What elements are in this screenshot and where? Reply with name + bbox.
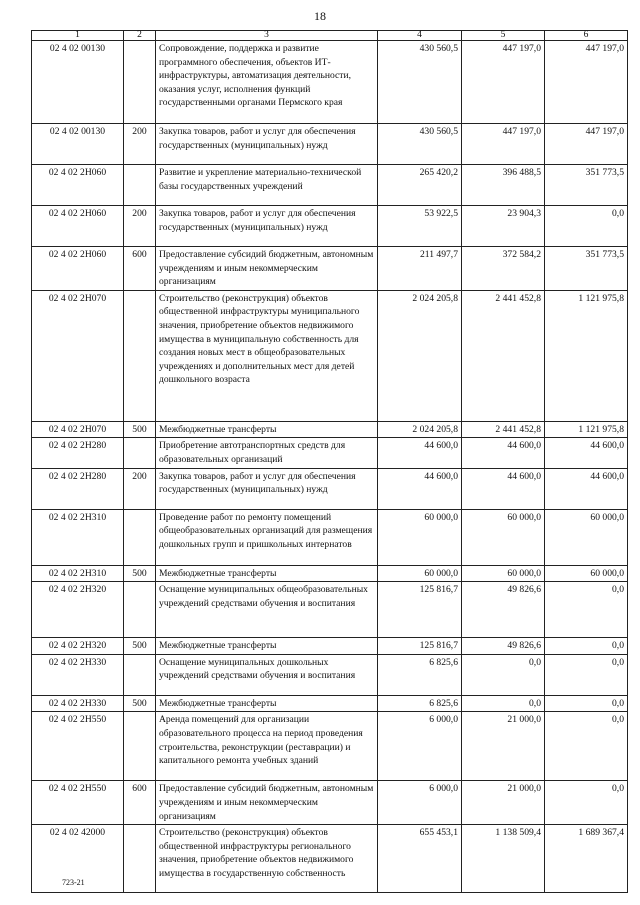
value-cell: 60 000,0 — [462, 509, 545, 565]
table-body — [32, 41, 628, 893]
table-row — [32, 695, 628, 712]
value-cell: 430 560,5 — [378, 124, 462, 165]
name-cell: Закупка товаров, работ и услуг для обеспечения государственных (муниципальных) нужд — [156, 468, 378, 509]
expense-type-cell: 500 — [124, 421, 156, 438]
table-row — [32, 421, 628, 438]
code-cell: 02 4 02 2Н320 — [32, 582, 124, 638]
table-row — [32, 206, 628, 247]
expense-type-cell — [124, 654, 156, 695]
expense-type-cell — [124, 290, 156, 421]
value-cell: 60 000,0 — [545, 509, 628, 565]
value-cell: 2 024 205,8 — [378, 290, 462, 421]
table-row — [32, 438, 628, 468]
name-cell: Межбюджетные трансферты — [156, 421, 378, 438]
table-row — [32, 825, 628, 893]
value-cell: 60 000,0 — [462, 565, 545, 582]
value-cell: 0,0 — [545, 781, 628, 825]
expense-type-cell — [124, 165, 156, 206]
value-cell: 60 000,0 — [378, 565, 462, 582]
value-cell: 211 497,7 — [378, 247, 462, 291]
value-cell: 430 560,5 — [378, 41, 462, 124]
name-cell: Развитие и укрепление материально-технической базы государственных учреждений — [156, 165, 378, 206]
value-cell: 396 488,5 — [462, 165, 545, 206]
code-cell: 02 4 02 2Н310 — [32, 509, 124, 565]
value-cell: 21 000,0 — [462, 781, 545, 825]
column-header: 5 — [462, 31, 545, 41]
code-cell: 02 4 02 2Н320 — [32, 638, 124, 655]
name-cell: Предоставление субсидий бюджетным, автономным учреждениям и иным некоммерческим организациям — [156, 247, 378, 291]
value-cell: 655 453,1 — [378, 825, 462, 893]
code-cell: 02 4 02 2Н330 — [32, 654, 124, 695]
table-row — [32, 781, 628, 825]
expense-type-cell: 500 — [124, 565, 156, 582]
value-cell: 2 441 452,8 — [462, 290, 545, 421]
value-cell: 0,0 — [545, 638, 628, 655]
code-cell: 02 4 02 2Н070 — [32, 421, 124, 438]
table-row — [32, 638, 628, 655]
name-cell: Закупка товаров, работ и услуг для обеспечения государственных (муниципальных) нужд — [156, 124, 378, 165]
value-cell: 0,0 — [545, 712, 628, 781]
value-cell: 351 773,5 — [545, 247, 628, 291]
table-row — [32, 468, 628, 509]
name-cell: Оснащение муниципальных общеобразовательных учреждений средствами обучения и воспитания — [156, 582, 378, 638]
value-cell: 49 826,6 — [462, 638, 545, 655]
expense-type-cell: 200 — [124, 206, 156, 247]
table-row — [32, 582, 628, 638]
code-cell: 02 4 02 2Н280 — [32, 468, 124, 509]
name-cell: Оснащение муниципальных дошкольных учреждений средствами обучения и воспитания — [156, 654, 378, 695]
value-cell: 6 000,0 — [378, 781, 462, 825]
value-cell: 2 441 452,8 — [462, 421, 545, 438]
value-cell: 44 600,0 — [378, 438, 462, 468]
name-cell: Межбюджетные трансферты — [156, 565, 378, 582]
table-row — [32, 41, 628, 124]
expense-type-cell — [124, 712, 156, 781]
column-header: 3 — [156, 31, 378, 41]
value-cell: 53 922,5 — [378, 206, 462, 247]
table-row — [32, 565, 628, 582]
table-row — [32, 290, 628, 421]
value-cell: 44 600,0 — [545, 438, 628, 468]
expense-type-cell: 500 — [124, 695, 156, 712]
document-code: 723-21 — [62, 878, 85, 887]
expense-type-cell: 600 — [124, 781, 156, 825]
column-header: 1 — [32, 31, 124, 41]
value-cell: 372 584,2 — [462, 247, 545, 291]
value-cell: 6 825,6 — [378, 695, 462, 712]
code-cell: 02 4 02 00130 — [32, 124, 124, 165]
value-cell: 1 138 509,4 — [462, 825, 545, 893]
value-cell: 21 000,0 — [462, 712, 545, 781]
name-cell: Межбюджетные трансферты — [156, 638, 378, 655]
expense-type-cell — [124, 41, 156, 124]
value-cell: 1 121 975,8 — [545, 290, 628, 421]
column-header: 2 — [124, 31, 156, 41]
code-cell: 02 4 02 2Н060 — [32, 247, 124, 291]
expense-type-cell — [124, 509, 156, 565]
value-cell: 23 904,3 — [462, 206, 545, 247]
code-cell: 02 4 02 2Н550 — [32, 712, 124, 781]
code-cell: 02 4 02 2Н060 — [32, 165, 124, 206]
name-cell: Строительство (реконструкция) объектов общественной инфраструктуры регионального значения, приобретение объектов недвижимого имущества в государственную собственность — [156, 825, 378, 893]
expense-type-cell: 200 — [124, 124, 156, 165]
value-cell: 1 121 975,8 — [545, 421, 628, 438]
table-row — [32, 247, 628, 291]
expense-type-cell: 600 — [124, 247, 156, 291]
value-cell: 1 689 367,4 — [545, 825, 628, 893]
code-cell: 02 4 02 2Н330 — [32, 695, 124, 712]
value-cell: 0,0 — [545, 206, 628, 247]
expense-type-cell — [124, 438, 156, 468]
name-cell: Аренда помещений для организации образовательного процесса на период проведения строительства, реконструкции (реставрации) и капитального ремонта учебных зданий — [156, 712, 378, 781]
code-cell: 02 4 02 42000 — [32, 825, 124, 893]
value-cell: 44 600,0 — [462, 438, 545, 468]
value-cell: 447 197,0 — [545, 124, 628, 165]
table-row — [32, 712, 628, 781]
expense-type-cell: 200 — [124, 468, 156, 509]
value-cell: 447 197,0 — [545, 41, 628, 124]
code-cell: 02 4 02 00130 — [32, 41, 124, 124]
value-cell: 447 197,0 — [462, 41, 545, 124]
value-cell: 0,0 — [462, 695, 545, 712]
column-number-row — [32, 31, 628, 41]
code-cell: 02 4 02 2Н070 — [32, 290, 124, 421]
name-cell: Строительство (реконструкция) объектов общественной инфраструктуры муниципального значения, приобретение объектов недвижимого имущества в муниципальную собственность для создания новых мест в общеобразовательных учреждениях и дополнительных мест для детей дошкольного возраста — [156, 290, 378, 421]
value-cell: 265 420,2 — [378, 165, 462, 206]
table-row — [32, 509, 628, 565]
expense-type-cell — [124, 582, 156, 638]
value-cell: 447 197,0 — [462, 124, 545, 165]
name-cell: Приобретение автотранспортных средств для образовательных организаций — [156, 438, 378, 468]
name-cell: Межбюджетные трансферты — [156, 695, 378, 712]
value-cell: 60 000,0 — [545, 565, 628, 582]
name-cell: Проведение работ по ремонту помещений общеобразовательных организаций для размещения дошкольных групп и пришкольных интернатов — [156, 509, 378, 565]
value-cell: 0,0 — [545, 654, 628, 695]
name-cell: Предоставление субсидий бюджетным, автономным учреждениям и иным некоммерческим организациям — [156, 781, 378, 825]
name-cell: Сопровождение, поддержка и развитие программного обеспечения, объектов ИТ-инфраструктуры, автоматизация деятельности, оказания услуг, исполнения функций государственными органами Пермского края — [156, 41, 378, 124]
value-cell: 0,0 — [462, 654, 545, 695]
budget-table — [31, 30, 628, 893]
page-number: 18 — [314, 9, 326, 23]
value-cell: 2 024 205,8 — [378, 421, 462, 438]
code-cell: 02 4 02 2Н310 — [32, 565, 124, 582]
column-header: 4 — [378, 31, 462, 41]
value-cell: 49 826,6 — [462, 582, 545, 638]
value-cell: 6 825,6 — [378, 654, 462, 695]
expense-type-cell: 500 — [124, 638, 156, 655]
value-cell: 125 816,7 — [378, 638, 462, 655]
value-cell: 44 600,0 — [378, 468, 462, 509]
table-row — [32, 165, 628, 206]
code-cell: 02 4 02 2Н550 — [32, 781, 124, 825]
value-cell: 44 600,0 — [462, 468, 545, 509]
value-cell: 6 000,0 — [378, 712, 462, 781]
value-cell: 60 000,0 — [378, 509, 462, 565]
table-row — [32, 654, 628, 695]
value-cell: 351 773,5 — [545, 165, 628, 206]
table-row — [32, 124, 628, 165]
name-cell: Закупка товаров, работ и услуг для обеспечения государственных (муниципальных) нужд — [156, 206, 378, 247]
value-cell: 0,0 — [545, 695, 628, 712]
column-header: 6 — [545, 31, 628, 41]
value-cell: 0,0 — [545, 582, 628, 638]
value-cell: 44 600,0 — [545, 468, 628, 509]
code-cell: 02 4 02 2Н060 — [32, 206, 124, 247]
value-cell: 125 816,7 — [378, 582, 462, 638]
expense-type-cell — [124, 825, 156, 893]
code-cell: 02 4 02 2Н280 — [32, 438, 124, 468]
